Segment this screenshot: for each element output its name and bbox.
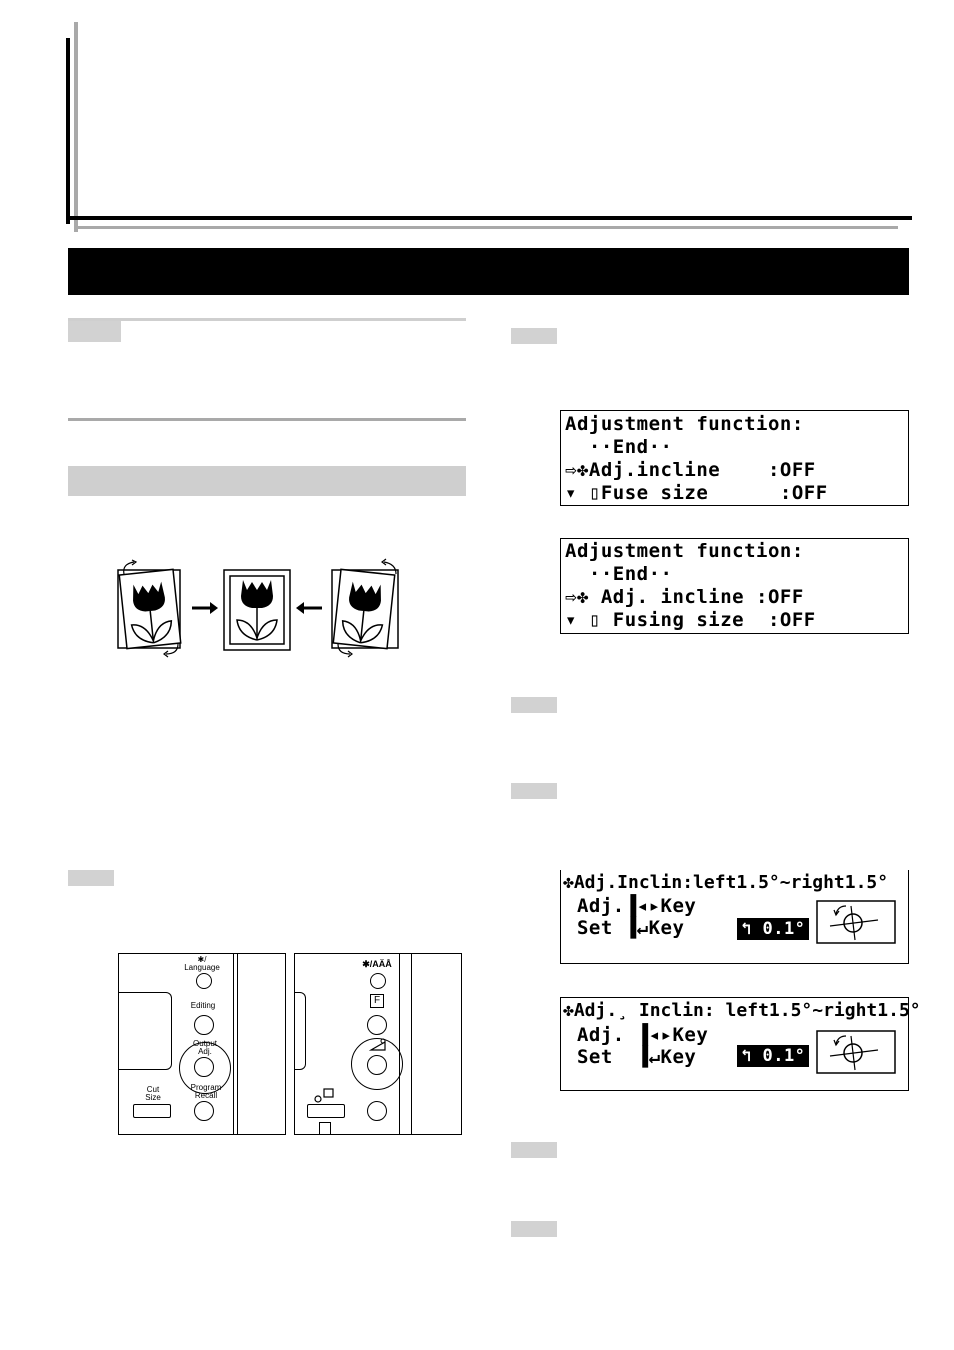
editing-label: Editing xyxy=(190,1001,216,1010)
control-panel-right xyxy=(294,953,462,1135)
step-tag-1 xyxy=(68,870,114,886)
output-adj-icon xyxy=(369,1038,387,1052)
lcd-adjustment-menu-2 xyxy=(560,538,909,634)
language-key[interactable] xyxy=(196,973,212,989)
step-tag-3 xyxy=(511,697,557,713)
lcd-line: ▾ ▯ Fusing size :OFF xyxy=(565,609,816,631)
lcd-adjustment-menu-1 xyxy=(560,410,909,506)
lcd-line: Adj. ▐◂▸Key xyxy=(565,1024,709,1046)
program-recall-key[interactable] xyxy=(194,1101,214,1121)
language-label: ✱/ Language xyxy=(184,955,220,972)
display-window xyxy=(119,992,172,1070)
program-recall-key[interactable] xyxy=(367,1101,387,1121)
tulip-straight xyxy=(224,570,290,650)
panel-divider xyxy=(233,954,234,1134)
lcd-line: ✤Adj.Inclin:left1.5°~right1.5° xyxy=(563,872,889,893)
control-panel-left xyxy=(118,953,286,1135)
language-label: ✱/AÄÅ xyxy=(362,959,392,969)
header-horizontal-rule-shadow xyxy=(74,226,898,229)
lcd-line: Adjustment function: xyxy=(565,540,804,562)
panel-divider xyxy=(411,954,412,1134)
incline-value: ↰ 0.1° xyxy=(737,918,809,940)
header-vertical-rule-2 xyxy=(74,22,78,232)
header-vertical-rule-1 xyxy=(66,38,70,224)
lcd-line: ··End·· xyxy=(565,436,673,458)
incline-illustration xyxy=(112,556,412,660)
step-tag-6 xyxy=(511,1221,557,1237)
step-tag-4 xyxy=(511,783,557,799)
note-bottom-rule xyxy=(68,418,466,421)
step-tag-5 xyxy=(511,1142,557,1158)
output-adj-key[interactable] xyxy=(194,1057,214,1077)
cut-size-label: Cut Size xyxy=(145,1085,161,1102)
lcd-line-selected: ⇨✤Adj.incline :OFF xyxy=(565,459,816,481)
lcd-line: Set ▐↵Key xyxy=(565,917,685,939)
editing-key[interactable] xyxy=(194,1015,214,1035)
crosshair-icon xyxy=(816,1030,896,1074)
note-tag xyxy=(68,320,121,342)
incline-value: ↰ 0.1° xyxy=(737,1045,809,1067)
language-key[interactable] xyxy=(370,973,386,989)
panel-divider xyxy=(237,954,238,1134)
tulip-skewed-right xyxy=(332,559,398,657)
header-horizontal-rule xyxy=(66,216,912,220)
step-tag-2 xyxy=(511,328,557,344)
program-recall-label: Program Recall xyxy=(190,1083,222,1100)
lcd-line: ··End·· xyxy=(565,563,673,585)
f-key[interactable] xyxy=(367,1015,387,1035)
output-adj-label: Output Adj. xyxy=(192,1039,217,1056)
display-window xyxy=(295,992,306,1070)
cut-size-icon xyxy=(313,1088,337,1104)
size-icon xyxy=(319,1122,331,1135)
lcd-line: Adjustment function: xyxy=(565,413,804,435)
panel-divider xyxy=(399,954,400,1134)
cut-size-key[interactable] xyxy=(133,1104,171,1118)
lcd-line: Adj.▐◂▸Key xyxy=(565,895,697,917)
cut-size-key[interactable] xyxy=(307,1104,345,1118)
lcd-incline-adjust-1 xyxy=(560,870,909,964)
arrow-right xyxy=(192,602,218,614)
section-title-bar xyxy=(68,248,909,295)
subsection-heading-bar xyxy=(68,466,466,496)
f-label: F xyxy=(370,994,384,1008)
lcd-line-selected: ⇨✤ Adj. incline :OFF xyxy=(565,586,804,608)
lcd-line: Set ▐↵Key xyxy=(565,1046,697,1068)
arrow-left xyxy=(296,602,322,614)
note-top-rule xyxy=(68,318,466,321)
tulip-skewed-left xyxy=(118,560,181,657)
lcd-incline-adjust-2 xyxy=(560,997,921,1091)
lcd-line: ✤Adj.¸ Inclin: left1.5°~right1.5° xyxy=(563,1000,921,1021)
crosshair-icon xyxy=(816,900,896,944)
output-adj-key[interactable] xyxy=(367,1055,387,1075)
lcd-line: ▾ ▯Fuse size :OFF xyxy=(565,482,828,504)
